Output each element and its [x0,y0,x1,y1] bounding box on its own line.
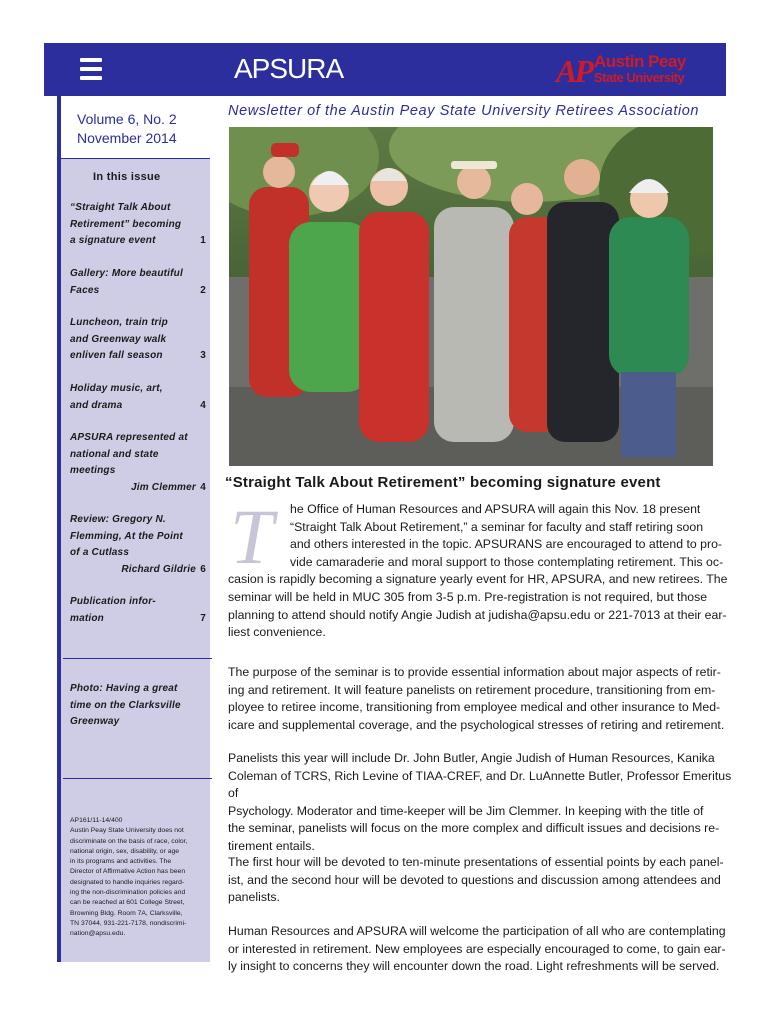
paragraph-line: ing and retirement. It will feature panelists on retirement procedure, transitioning from em- [228,682,716,697]
fineprint-line: AP161/11-14/400 [70,817,123,824]
caption-line: Photo: Having a great [70,683,178,694]
toc-line: “Straight Talk About [70,202,171,213]
fineprint-line: discriminate on the basis of race, color, [70,837,188,845]
toc-line: Luncheon, train trip [70,317,168,328]
toc-line: Publication infor- [70,596,156,607]
nondiscrimination-notice [70,816,208,940]
header-banner [44,43,726,96]
fineprint-line: national origin, sex, disability, or age [70,847,180,855]
in-this-issue-heading: In this issue [93,171,161,183]
newsletter-title: APSURA [234,53,344,84]
paragraph-line: seminar will be held in MUC 305 from 3-5 p.m. Pre-registration is not required, but those [228,589,708,604]
toc-line: of a Cutlass [70,547,130,558]
fineprint-line: designated to handle inquiries regard- [70,878,185,886]
toc-item[interactable] [70,381,206,414]
toc-page-number: 4 [200,481,206,493]
toc-page-number: 4 [200,399,206,411]
fineprint-line: in its programs and activities. The [70,858,172,866]
toc-line: APSURA represented at [70,432,188,443]
toc-page-number: 3 [200,350,206,361]
paragraph-line: or interested in retirement. New employees are especially encouraged to come, to gain ear- [228,941,726,956]
paragraph-line: tirement entails. [228,838,315,853]
article-paragraph-1 [228,501,744,642]
toc-page-number: 1 [200,235,206,246]
toc-page-number: 2 [200,284,206,296]
fineprint-line: TN 37044, 931-221-7178, nondiscrimi- [70,919,187,927]
article-paragraph-4 [228,854,744,907]
paragraph-line: he Office of Human Resources and APSURA will again this Nov. 18 present [290,502,701,516]
toc-line: Faces [70,284,100,296]
toc-item[interactable] [70,200,206,250]
paragraph-line: The purpose of the seminar is to provide essential information about major aspects of retir- [228,665,721,679]
group-photo [229,127,713,466]
newsletter-subtitle: Newsletter of the Austin Peay State University Retirees Association [228,103,700,119]
paragraph-line: The first hour will be devoted to ten-minute presentations of essential points by each panel- [228,855,724,869]
paragraph-line: ist, and the second hour will be devoted to questions and discussion among attendees and [228,872,721,887]
toc-line: a signature event [70,235,156,246]
paragraph-line: Panelists this year will include Dr. John Butler, Angie Judish of Human Resources, Kanika [228,751,715,765]
logo-line-1: Austin Peay [594,52,686,71]
logo-line-2: State University [594,70,685,85]
paragraph-line: icare and supplemental coverage, and the psychological stresses of retiring and retirement. [228,717,725,732]
fineprint-line: nation@apsu.edu. [70,930,126,938]
toc-line: Flemming, At the Point [70,530,183,542]
toc-item[interactable] [70,594,206,627]
fineprint-line: ing the non-discrimination policies and [70,889,186,897]
toc-author: Jim Clemmer [130,481,196,493]
toc-line: and Greenway walk [70,333,167,345]
paragraph-line: vide camaraderie and moral support to those contemplating retirement. This oc- [290,554,724,569]
issue-info [61,96,210,159]
article-title: “Straight Talk About Retirement” becoming signature event [225,474,661,491]
paragraph-line: casion is rapidly becoming a signature yearly event for HR, APSURA, and new retirees. The [228,572,728,587]
volume-info [77,110,177,148]
hamburger-icon[interactable] [80,58,102,80]
toc-line: Review: Gregory N. [70,514,166,525]
toc-line: Gallery: More beautiful [70,268,183,279]
divider [63,778,212,779]
fineprint-line: can be reached at 601 College Street, [70,899,185,907]
article-paragraph-3 [228,750,744,856]
photo-caption [70,681,206,731]
paragraph-line: Human Resources and APSURA will welcome the participation of all who are contemplating [228,924,726,938]
fineprint-line: Browning Bldg. Room 7A, Clarksville, [70,909,183,917]
paragraph-line: Coleman of TCRS, Rich Levine of TIAA-CREF, and Dr. LuAnnette Butler, Professor Emeritus of [228,768,732,801]
fineprint-line: Director of Affirmative Action has been [70,868,186,876]
toc-line: meetings [70,465,116,476]
logo-mark: AP [556,53,591,89]
divider [63,658,212,659]
paragraph-line: planning to attend should notify Angie Judish at judisha@apsu.edu or 221-7013 at their ear- [228,607,727,622]
toc-item[interactable] [70,266,206,299]
paragraph-line: and others interested in the topic. APSURANS are encouraged to attend to pro- [290,537,723,552]
drop-cap: T [230,493,274,580]
logo-name [594,54,686,86]
apsu-logo [556,51,706,89]
toc-item[interactable] [70,430,206,496]
toc-line: national and state [70,448,159,460]
paragraph-line: Psychology. Moderator and time-keeper will be Jim Clemmer. In keeping with the title of [228,803,704,818]
paragraph-line: panelists. [228,890,280,905]
paragraph-line: ly insight to concerns they will encounter down the road. Light refreshments will be served. [228,959,720,974]
article-paragraph-2 [228,664,744,734]
toc-item[interactable] [70,315,206,365]
issue-date: November 2014 [77,130,177,146]
toc-line: mation [70,612,104,624]
article-paragraph-5 [228,923,744,976]
paragraph-line: ployee to retiree income, transitioning from employee medical and other insurance to Med- [228,700,721,715]
volume-number: Volume 6, No. 2 [77,111,177,127]
toc-item[interactable] [70,512,206,578]
paragraph-line: “Straight Talk About Retirement,” a seminar for faculty and staff retiring soon [290,519,704,534]
toc-line: Holiday music, art, [70,383,163,394]
toc-page-number: 6 [200,563,206,575]
toc-line: Retirement” becoming [70,218,182,230]
caption-line: Greenway [70,716,120,727]
paragraph-line: liest convenience. [228,625,326,640]
group-photo-illustration [229,127,713,466]
toc-author: Richard Gildrie [121,563,196,575]
paragraph-line: the seminar, panelists will focus on the more complex and difficult issues and decisions re- [228,821,720,836]
fineprint-line: Austin Peay State University does not [70,827,184,835]
toc-line: and drama [70,399,123,411]
sidebar [57,96,210,962]
toc-page-number: 7 [200,612,206,624]
toc-line: enliven fall season [70,350,163,361]
caption-line: time on the Clarksville [70,699,181,711]
